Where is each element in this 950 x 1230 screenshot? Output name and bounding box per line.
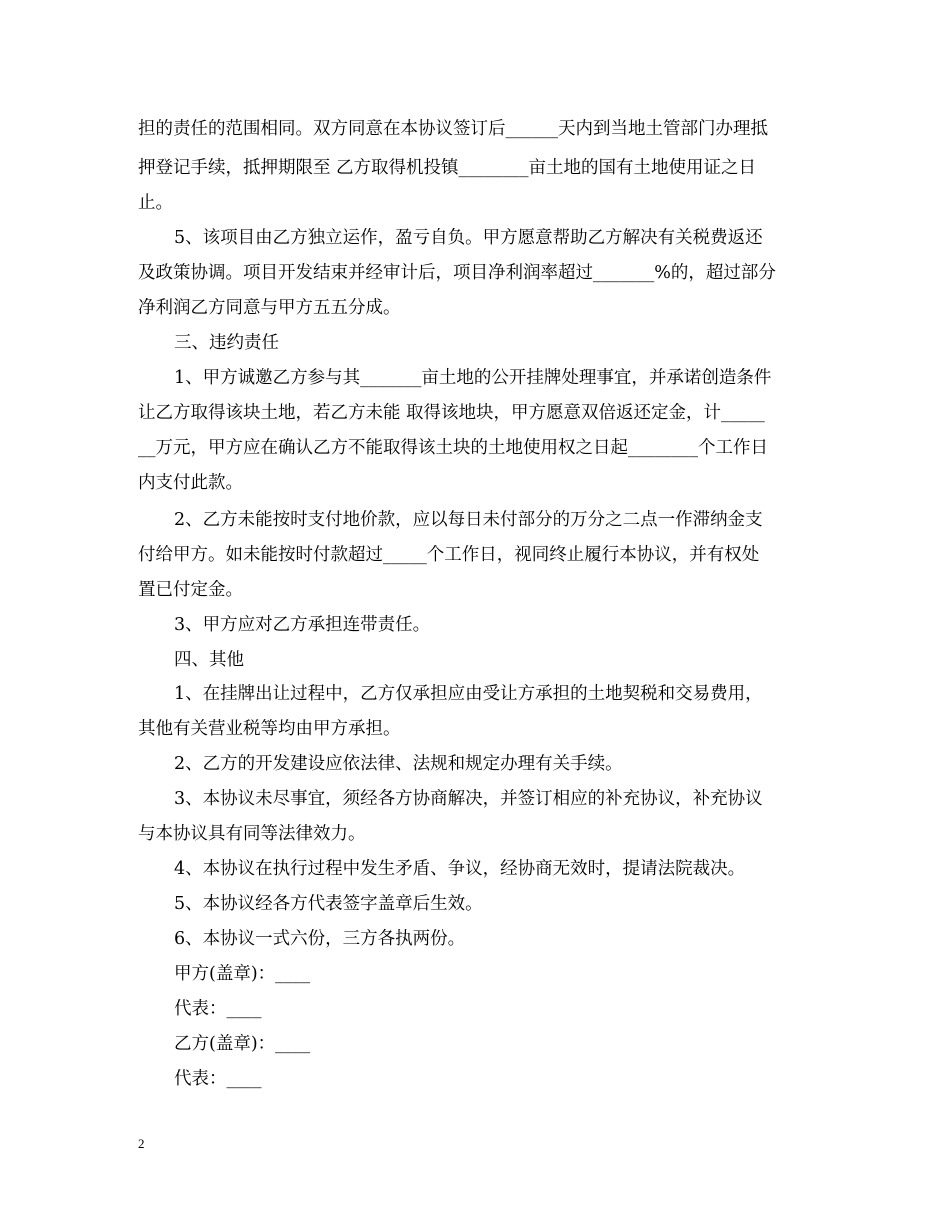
text-line: 5、本协议经各方代表签字盖章后生效。 bbox=[174, 894, 483, 914]
signature-line-representative-a: 代表：____ bbox=[174, 999, 262, 1019]
text-line: 1、在挂牌出让过程中，乙方仅承担应由受让方承担的土地契税和交易费用， bbox=[174, 684, 763, 704]
text-line: 及政策协调。项目开发结束并经审计后，项目净利润率超过_______%的，超过部分 bbox=[138, 263, 776, 283]
text-line: 内支付此款。 bbox=[138, 473, 243, 493]
page-number: 2 bbox=[138, 1136, 145, 1151]
section-heading: 三、违约责任 bbox=[174, 333, 279, 353]
text-line: 3、本协议未尽事宜，须经各方协商解决，并签订相应的补充协议，补充协议 bbox=[174, 789, 763, 809]
text-line: 押登记手续，抵押期限至 乙方取得机投镇________亩土地的国有土地使用证之日 bbox=[138, 158, 757, 178]
signature-line-party-b: 乙方(盖章)：____ bbox=[174, 1034, 311, 1054]
text-line: 置已付定金。 bbox=[138, 580, 243, 600]
text-line: 1、甲方诚邀乙方参与其_______亩土地的公开挂牌处理事宜，并承诺创造条件 bbox=[174, 368, 772, 388]
text-line: 止。 bbox=[138, 193, 173, 213]
text-line: 担的责任的范围相同。双方同意在本协议签订后______天内到当地土管部门办理抵 bbox=[138, 119, 768, 139]
text-line: 2、乙方未能按时支付地价款，应以每日未付部分的万分之二点一作滞纳金支 bbox=[174, 510, 763, 530]
text-line: __万元，甲方应在确认乙方不能取得该土块的土地使用权之日起________个工作日 bbox=[138, 438, 768, 458]
text-line: 让乙方取得该块土地，若乙方未能 取得该地块，甲方愿意双倍返还定金，计_____ bbox=[138, 403, 765, 423]
section-heading: 四、其他 bbox=[174, 650, 244, 670]
text-line: 6、本协议一式六份，三方各执两份。 bbox=[174, 929, 466, 949]
text-line: 付给甲方。如未能按时付款超过_____个工作日，视同终止履行本协议，并有权处 bbox=[138, 545, 760, 565]
text-line: 3、甲方应对乙方承担连带责任。 bbox=[174, 615, 431, 635]
text-line: 4、本协议在执行过程中发生矛盾、争议，经协商无效时，提请法院裁决。 bbox=[174, 859, 746, 879]
text-line: 其他有关营业税等均由甲方承担。 bbox=[138, 719, 401, 739]
text-line: 2、乙方的开发建设应依法律、法规和规定办理有关手续。 bbox=[174, 754, 623, 774]
text-line: 净利润乙方同意与甲方五五分成。 bbox=[138, 298, 401, 318]
signature-line-party-a: 甲方(盖章)：____ bbox=[174, 964, 311, 984]
signature-line-representative-b: 代表：____ bbox=[174, 1069, 262, 1089]
text-line: 与本协议具有同等法律效力。 bbox=[138, 824, 366, 844]
text-line: 5、该项目由乙方独立运作，盈亏自负。甲方愿意帮助乙方解决有关税费返还 bbox=[174, 228, 763, 248]
